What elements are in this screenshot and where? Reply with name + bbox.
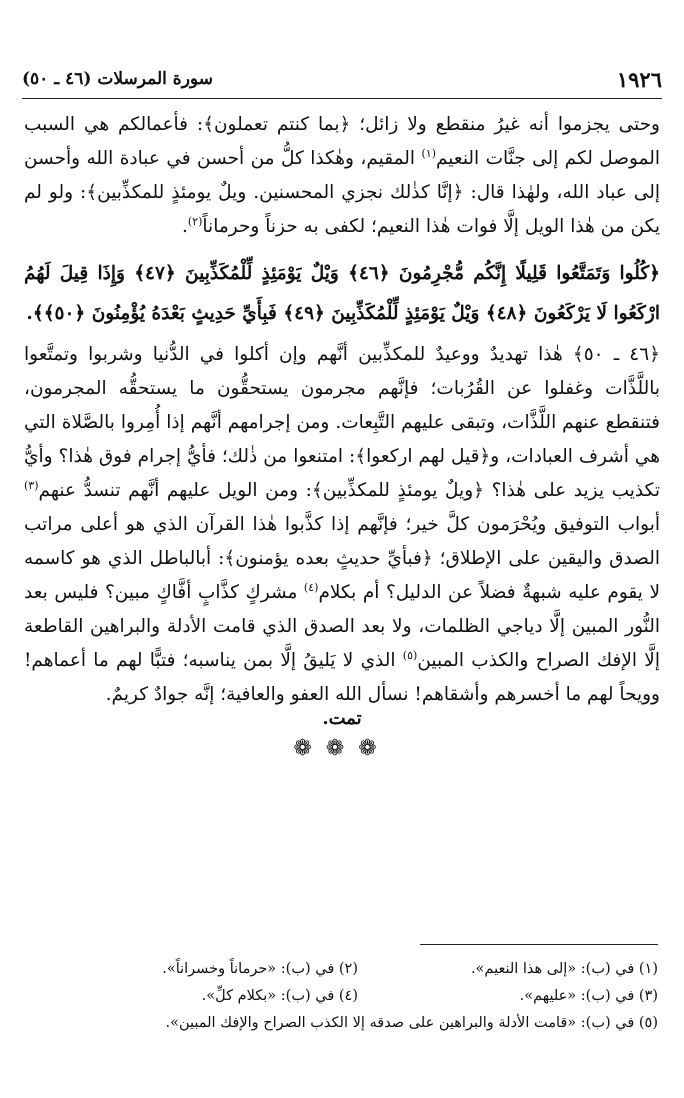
footnote-5: (٥) في (ب): «قامت الأدلة والبراهين على صدقه إلا الكذب الصراح والإفك المبين». [165, 1015, 658, 1031]
footnote-ref-5: (٥) [402, 648, 418, 662]
paragraph-1-text-a: وحتى يجزموا أنه غيرُ منقطع ولا زائل؛ ﴿بما كنتم تعملون﴾: فأعمالكم هي السبب الموصل لكم إلى جنَّات النعيم [24, 114, 660, 169]
paragraph-1-end: . [182, 216, 188, 237]
end-marker: تمت. [322, 708, 362, 729]
footnote-4: (٤) في (ب): «بكلام كلِّ». [201, 988, 358, 1004]
ornament-icon: ❁❁❁ [293, 736, 391, 761]
footnote-row-1 [40, 956, 658, 983]
footnote-1: (١) في (ب): «إلى هذا النعيم». [470, 961, 658, 977]
footnote-rule [420, 944, 658, 945]
footnote-ref-3: (٣) [24, 478, 39, 492]
main-text [24, 108, 660, 712]
quran-verses: ﴿كُلُوا وَتَمَتَّعُوا قَلِيلًا إِنَّكُم مُّجْرِمُونَ ﴿٤٦﴾ وَيْلٌ يَوْمَئِذٍ لِّلْمُكَذِّبِينَ ﴿٤٧﴾ وَإِذَا قِيلَ لَهُمُ ارْكَعُوا لَا يَرْكَعُونَ ﴿٤٨﴾ وَيْلٌ يَوْمَئِذٍ لِّلْمُكَذِّبِينَ ﴿٤٩﴾ فَبِأَيِّ حَدِيثٍ بَعْدَهُ يُؤْمِنُونَ ﴿٥٠﴾﴾. [24, 263, 660, 324]
paragraph-2-text-d: الذي لا يَليقُ إلَّا بمن يناسبه؛ فتبًّا لهم ما أعماهم! وويحاً لهم ما أخسرهم وأشقاهم! نسأل الله العفو والعافية؛ إنَّه جوادٌ كريمٌ. [24, 650, 660, 705]
paragraph-1-text-b: المقيم، وهٰكذا كلُّ من أحسن في عبادة الله وأحسن إلى عباد الله، ولهٰذا قال: ﴿إنَّا كذٰلك نجزي المحسنين. ويلٌ يومئذٍ للمكذِّبين﴾: ولو لم يكن من هٰذا الويل إلَّا فوات هٰذا النعيم؛ لكفى به حزناً وحرماناً [24, 148, 660, 237]
paragraph-2 [24, 338, 660, 712]
chapter-title: سورة المرسلات (٤٦ ـ ٥٠) [22, 69, 213, 89]
paragraph-2-text-b: أبواب التوفيق ويُحْرَمون كلَّ خير؛ فإنَّهم إذا كذَّبوا هٰذا القرآن الذي هو أعلى مراتب الصدق واليقين على الإطلاق؛ ﴿فبأيِّ حديثٍ بعده يؤمنون﴾: أبالباطل الذي هو كاسمه لا يقوم عليه شبهةٌ فضلاً عن الدليل؟ أم بكلام [24, 514, 661, 603]
footnote-ref-1: (١) [421, 146, 436, 160]
footnotes [40, 956, 658, 1037]
page-number: ١٩٢٦ [616, 66, 662, 92]
header-rule [22, 98, 662, 99]
footnote-3: (٣) في (ب): «عليهم». [519, 988, 658, 1004]
paragraph-1 [24, 108, 660, 244]
footnote-row-3 [40, 1010, 658, 1037]
footnote-row-2 [40, 983, 658, 1010]
paragraph-2-text-a: ﴿٤٦ ـ ٥٠﴾ هٰذا تهديدٌ ووعيدٌ للمكذِّبين أنَّهم وإن أكلوا في الدُّنيا وشربوا وتمتَّعوا باللَّذَّات وغفلوا عن القُرُبات؛ فإنَّهم مجرمون يستحقُّون ما يستحقُّه المجرمون، فتنقطع عنهم اللَّذَّات، وتبقى عليهم التَّبِعات. ومن إجرامهم أنَّهم إذا أُمِروا بالصَّلاة التي هي أشرف العبادات، و﴿قيل لهم اركعوا﴾: امتنعوا من ذٰلك؛ فأيُّ إجرام فوق هٰذا؟ وأيُّ تكذيب يزيد على هٰذا؟ ﴿ويلٌ يومئذٍ للمكذِّبين﴾: ومن الويل عليهم أنَّهم تنسدُّ عنهم [24, 344, 660, 501]
footnote-ref-2: (٢) [187, 214, 203, 228]
page-header [22, 62, 662, 96]
footnote-2: (٢) في (ب): «حرماناً وخسراناً». [162, 961, 358, 977]
footnote-ref-4: (٤) [303, 580, 319, 594]
paragraph-2-text-c: مشركٍ كذَّابٍ أفَّاكٍ مبين؟ فليس بعد النُّور المبين إلَّا دياجي الظلمات، ولا بعد الصدق الذي قامت الأدلة والبراهين القاطعة إلَّا الإفك الصراح والكذب المبين [24, 582, 660, 671]
